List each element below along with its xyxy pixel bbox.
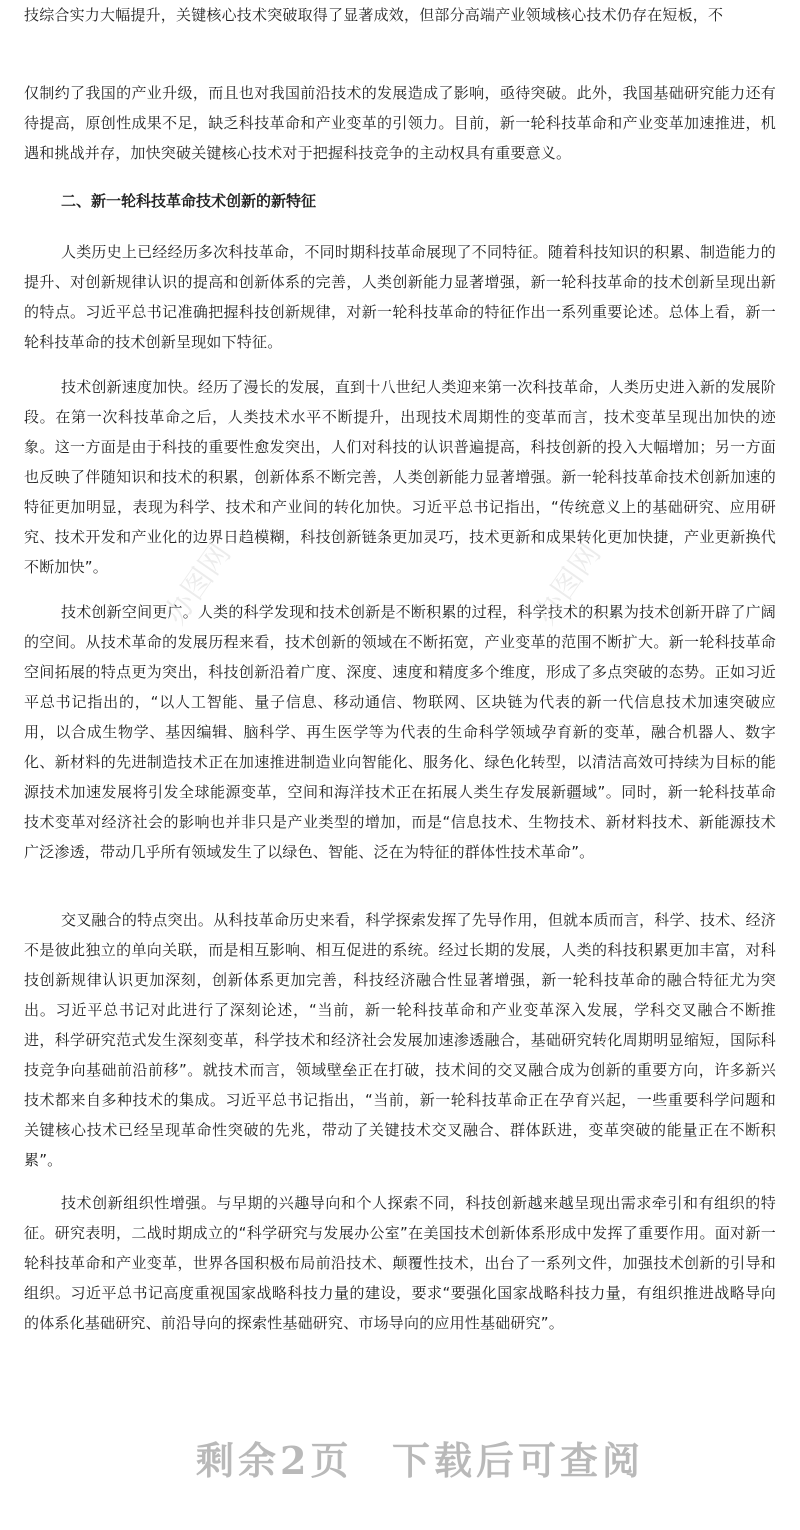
- remaining-pages-label: 剩余2页: [196, 1438, 353, 1483]
- paragraph-intro: 人类历史上已经经历多次科技革命，不同时期科技革命展现了不同特征。随着科技知识的积累、制造能力的提升、对创新规律认识的提高和创新体系的完善，人类创新能力显著增强，新一轮科技革命的技术创新呈现出新的特点。习近平总书记准确把握科技创新规律，对新一轮科技革命的特征作出一系列重要论述。总体上看，新一轮科技革命的技术创新呈现如下特征。: [24, 243, 776, 351]
- paragraph-space: 技术创新空间更广。人类的科学发现和技术创新是不断积累的过程，科学技术的积累为技术创新开辟了广阔的空间。从技术革命的发展历程来看，技术创新的领域在不断拓宽，产业变革的范围不断扩大。新一轮科技革命空间拓展的特点更为突出，科技创新沿着广度、深度、速度和精度多个维度，形成了多点突破的态势。正如习近平总书记指出的，“以人工智能、量子信息、移动通信、物联网、区块链为代表的新一代信息技术加速突破应用，以合成生物学、基因编辑、脑科学、再生医学等为代表的生命科学领域孕育新的变革，融合机器人、数字化、新材料的先进制造技术正在加速推进制造业向智能化、服务化、绿色化转型，以清洁高效可持续为目标的能源技术加速发展将引发全球能源变革，空间和海洋技术正在拓展人类生存发展新疆域”。同时，新一轮科技革命技术变革对经济社会的影响也并非只是产业类型的增加，而是“信息技术、生物技术、新材料技术、新能源技术广泛渗透，带动几乎所有领域发生了以绿色、智能、泛在为特征的群体性技术革命”。: [24, 603, 776, 861]
- paragraph-speed: 技术创新速度加快。经历了漫长的发展，直到十八世纪人类迎来第一次科技革命，人类历史进入新的发展阶段。在第一次科技革命之后，人类技术水平不断提升，出现技术周期性的变革而言，技术变革呈现出加快的迹象。这一方面是由于科技的重要性愈发突出，人们对科技的认识普遍提高，科技创新的投入大幅增加；另一方面也反映了伴随知识和技术的积累，创新体系不断完善，人类创新能力显著增强。新一轮科技革命技术创新加速的特征更加明显，表现为科学、技术和产业间的转化加快。习近平总书记指出，“传统意义上的基础研究、应用研究、技术开发和产业化的边界日趋模糊，科技创新链条更加灵巧，技术更新和成果转化更加快捷，产业更新换代不断加快”。: [24, 378, 776, 576]
- top-fragment-text: 技综合实力大幅提升，关键核心技术突破取得了显著成效，但部分高端产业领域核心技术仍存在短板，不: [24, 6, 724, 24]
- paragraph-fusion: 交叉融合的特点突出。从科技革命历史来看，科学探索发挥了先导作用，但就本质而言，科学、技术、经济不是彼此独立的单向关联，而是相互影响、相互促进的系统。经过长期的发展，人类的科技积累更加丰富，对科技创新规律认识更加深刻，创新体系更加完善，科技经济融合性显著增强，新一轮科技革命的融合特征尤为突出。习近平总书记对此进行了深刻论述，“当前，新一轮科技革命和产业变革深入发展，学科交叉融合不断推进，科学研究范式发生深刻变革，科学技术和经济社会发展加速渗透融合，基础研究转化周期明显缩短，国际科技竞争向基础前沿前移”。就技术而言，领域壁垒正在打破，技术间的交叉融合成为创新的重要方向，许多新兴技术都来自多种技术的集成。习近平总书记指出，“当前，新一轮科技革命正在孕育兴起，一些重要科学问题和关键核心技术已经呈现革命性突破的先兆，带动了关键技术交叉融合、群体跃进，变革突破的能量正在不断积累”。: [24, 911, 776, 1169]
- paragraph-organization: 技术创新组织性增强。与早期的兴趣导向和个人探索不同，科技创新越来越呈现出需求牵引和有组织的特征。研究表明，二战时期成立的“科学研究与发展办公室”在美国技术创新体系形成中发挥了重要作用。面对新一轮科技革命和产业变革，世界各国积极布局前沿技术、颠覆性技术，出台了一系列文件，加强技术创新的引导和组织。习近平总书记高度重视国家战略科技力量的建设，要求“要强化国家战略科技力量，有组织推进战略导向的体系化基础研究、前沿导向的探索性基础研究、市场导向的应用性基础研究”。: [24, 1194, 776, 1332]
- continuation-paragraph: 仅制约了我国的产业升级，而且也对我国前沿技术的发展造成了影响，亟待突破。此外，我国基础研究能力还有待提高，原创性成果不足，缺乏科技革命和产业变革的引领力。目前，新一轮科技革命和产业变革加速推进，机遇和挑战并存，加快突破关键核心技术对于把握科技竞争的主动权具有重要意义。: [24, 84, 776, 162]
- watermark: 办图网: [527, 537, 609, 631]
- watermark: 办图网: [157, 537, 239, 631]
- download-prompt-button[interactable]: 下载后可查阅: [392, 1438, 645, 1483]
- section-heading: 二、新一轮科技革命技术创新的新特征: [61, 192, 317, 210]
